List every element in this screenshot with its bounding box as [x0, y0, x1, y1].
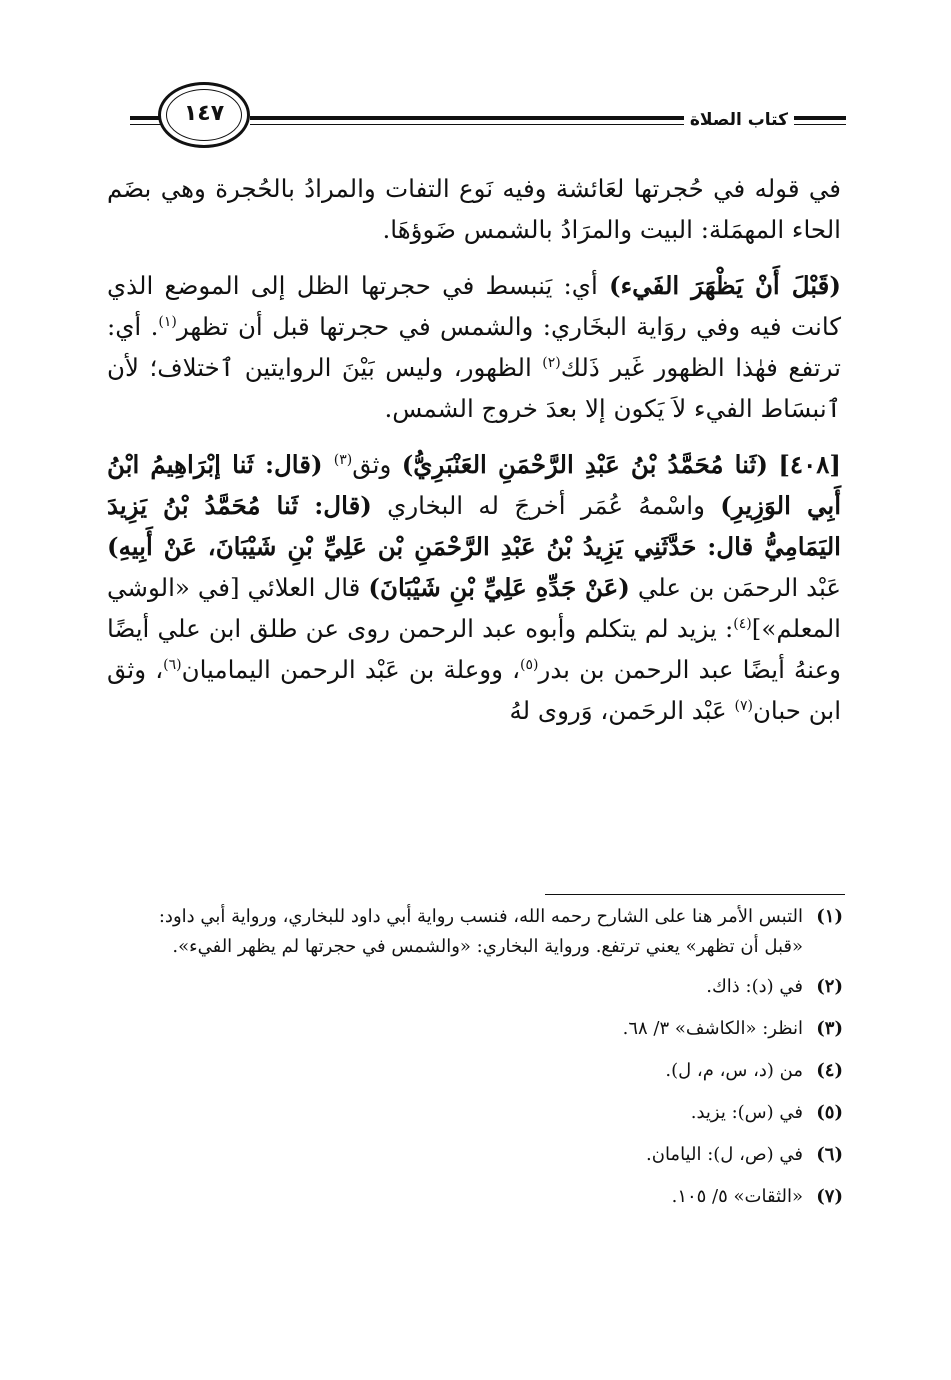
footnote-text: التبس الأمر هنا على الشارح رحمه الله، فنسب رواية أبي داود للبخاري، ورواية أبي داود: «قبل أن تظهر» يعني ترتفع. ورواية البخاري: «والشمس في حجرتها لم يظهر الفيء».: [158, 906, 803, 957]
page-header: [120, 80, 846, 156]
commentary-text: واسْمهُ عُمَر أخرجَ له البخاري: [371, 491, 721, 520]
page-number-badge: [158, 82, 250, 148]
footnote-ref-7[interactable]: (٧): [734, 698, 753, 714]
footnote-item: [121, 1140, 843, 1170]
paragraph-1: [107, 168, 841, 250]
footnote-item: [121, 902, 843, 962]
footnote-text: انظر: «الكاشف» ٣/ ٦٨.: [622, 1018, 803, 1039]
isnad-quote: (ثَنا مُحَمَّدُ بْنُ عَبْدِ الرَّحْمَنِ العَنْبَرِيُّ): [401, 450, 768, 479]
footnote-number: (١): [816, 906, 843, 927]
hadith-number: [٤٠٨]: [778, 450, 841, 479]
footnote-number: (٦): [816, 1144, 843, 1165]
commentary-text: . أي: ترتفع فهٰذا الظهور غَير ذَلك: [107, 312, 841, 382]
footnote-item: [121, 972, 843, 1002]
footnote-number: (٣): [816, 1018, 843, 1039]
commentary-text: عَبْد الرحمَن بن علي: [629, 573, 841, 602]
chapter-title: كتاب الصلاة: [684, 110, 794, 130]
page-number: ١٤٧: [183, 101, 225, 126]
paragraph-1-text: في قوله في حُجرتها لعَائشة وفيه نَوع التفات والمرادُ بالحُجرة وهي بضَم الحاء المهمَلة: البيت والمرَادُ بالشمس ضَوؤهَا.: [107, 174, 841, 244]
header-rule-left-thin: [130, 124, 162, 125]
commentary-text: : يزيد لم يتكلم وأبوه عبد الرحمن روى عن طلق ابن علي أيضًا وعنهُ أيضًا عبد الرحمن بن بدر: [107, 614, 842, 684]
footnote-ref-2[interactable]: (٢): [542, 355, 561, 371]
footnote-ref-5[interactable]: (٥): [520, 657, 539, 673]
footnote-text: في (س): يزيد.: [690, 1102, 803, 1123]
commentary-text: الظهور، وليس بَيْنَ الروايتين ٱختلاف؛ لأن ٱنبسَاط الفيء لاَ يَكون إلا بعدَ خروج الشمس.: [107, 353, 841, 423]
commentary-text: قال العلائي [في «الوشي المعلم»]: [107, 573, 841, 643]
footnote-number: (٢): [816, 976, 843, 997]
isnad-quote: (عَنْ جَدِّهِ عَلِيِّ بْنِ شَيْبَانَ): [368, 573, 630, 602]
commentary-text: أي: يَنبسط في حجرتها الظل إلى الموضع الذي كانت فيه وفي روَاية البخَاري: والشمس في حجرتها قبل أن تظهر: [107, 271, 841, 341]
footnote-number: (٧): [816, 1186, 843, 1207]
footnote-item: [121, 1056, 843, 1086]
footnote-text: من (د، س، م، ل).: [665, 1060, 803, 1081]
commentary-text: وثق: [352, 450, 402, 479]
main-text: [107, 168, 841, 731]
footnote-ref-6[interactable]: (٦): [163, 657, 182, 673]
footnotes: [121, 902, 843, 1224]
footnote-text: «الثقات» ٥/ ١٠٥.: [671, 1186, 803, 1207]
footnote-number: (٤): [816, 1060, 843, 1081]
isnad-quote: (قال: ثَنا إبْرَاهِيمُ ابْنُ أَبِي الوَزِيرِ): [107, 450, 842, 520]
isnad-quote: (قال: ثَنا مُحَمَّدُ بْنُ يَزِيدَ اليَمَامِيُّ قال: حَدَّثَنِي يَزِيدُ بْنُ عَبْدِ الرَّحْمَنِ بْن عَلِيِّ بْنِ شَيْبَانَ، عَنْ أَبِيهِ): [107, 491, 841, 561]
quoted-matn: (قَبْلَ أَنْ يَظْهَرَ الفَيء): [609, 271, 841, 300]
paragraph-3: [107, 444, 841, 731]
commentary-text: ، وثق ابن حبان: [107, 655, 841, 725]
paragraph-2: [107, 265, 841, 429]
footnote-number: (٥): [816, 1102, 843, 1123]
footnote-text: في (د): ذاك.: [706, 976, 803, 997]
footnote-separator: [545, 894, 845, 895]
footnote-item: [121, 1182, 843, 1212]
footnote-item: [121, 1014, 843, 1044]
footnote-text: في (ص، ل): اليامان.: [646, 1144, 803, 1165]
footnote-ref-1[interactable]: (١): [158, 314, 177, 330]
footnote-ref-4[interactable]: (٤): [733, 616, 752, 632]
commentary-text: ، ووعلة بن عَبْد الرحمن اليماميان: [181, 655, 521, 684]
footnote-item: [121, 1098, 843, 1128]
footnote-ref-3[interactable]: (٣): [333, 452, 353, 468]
commentary-text: عَبْد الرحَمن، وَروى لهُ: [509, 696, 735, 725]
